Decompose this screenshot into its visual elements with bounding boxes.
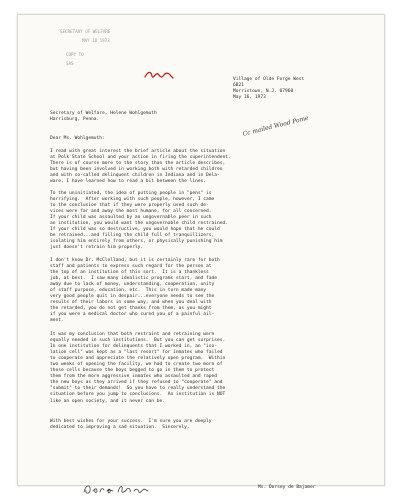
paragraph-line: to cooperate and appreciate the relatively open program. Within bbox=[50, 356, 226, 362]
address-line: Morristown, N.J. 07960 bbox=[233, 89, 294, 95]
paragraph-line: of staff purpose, education, etc. This in turn made many bbox=[50, 288, 207, 294]
paragraph-line: In one institution for delinquents that I worked in, an "iso- bbox=[50, 344, 217, 350]
paragraph-line: but having been involved in working both with retarded children bbox=[50, 167, 223, 173]
paragraph-line: ment. bbox=[50, 318, 64, 324]
handwritten-note: Cc mailed Wood Pome bbox=[242, 114, 310, 138]
paragraph-line: dedicated to improving a sad situation. Sincerely, bbox=[50, 425, 190, 431]
paragraph-line: I read with great interest the brief article about the situation bbox=[50, 149, 226, 154]
paragraph-4 bbox=[50, 332, 225, 405]
stamp-line-3: COPY TO bbox=[66, 52, 84, 57]
address-line: 6B21 bbox=[233, 83, 244, 89]
paragraph-line: the new boys as they arrived if they refused to "cooperate" and bbox=[50, 380, 223, 386]
paragraph-line: them from the more aggressive inmates who assaulted and raped bbox=[50, 374, 217, 380]
paragraph-line: these cells because the boys begged to go in them to protect bbox=[50, 368, 215, 374]
recipient-block bbox=[50, 111, 157, 123]
paragraph-line: results of their labors in some way, and when you deal with bbox=[50, 300, 212, 306]
paragraph-line: the top of an institution of this sort. It is a thankless bbox=[50, 270, 209, 276]
paragraph-line: and with so-called delinquent children in Indiana and in Dela- bbox=[50, 173, 220, 179]
paragraph-line: horrifying. After working with such people, however, I came bbox=[50, 197, 215, 203]
paragraph-line: job, at best. I saw many idealistic programs start, and fade bbox=[50, 276, 217, 282]
paragraph-line: very good people quit in despair...everyone needs to see the bbox=[50, 294, 215, 300]
paragraph-line: staff and patients to express such regard for the person at bbox=[50, 264, 212, 270]
paragraph-line: an institution, you would want the ungovernable child restrained. bbox=[50, 221, 228, 227]
salutation: Dear Ms. Wohlgemuth: bbox=[50, 136, 105, 141]
recipient-line: Harrisburg, Penna. bbox=[50, 117, 100, 123]
paragraph-line: situation before you jump to conclusions. An institution is NOT bbox=[50, 392, 226, 398]
paragraph-line: equally needed in such institutions. But you can get surprises. bbox=[50, 338, 226, 344]
paragraph-line: It was my conclusion that both restraint and retraining were bbox=[50, 332, 215, 337]
paragraph-line: just doesn't retrain him properly. bbox=[50, 245, 144, 251]
paragraph-line: To the uninitiated, the idea of putting people in "pens" is bbox=[50, 191, 212, 196]
typed-signature: Ms. Dorsey de Bajamer bbox=[258, 485, 316, 490]
paragraph-line: the retarded, you do not get thanks from them, as you might bbox=[50, 306, 212, 312]
paragraph-5 bbox=[50, 419, 212, 431]
paragraph-line: two weeks of opening the facility, we had to create two more of bbox=[50, 362, 223, 368]
sender-address bbox=[233, 77, 304, 101]
paragraph-line: to the conclusion that if they were properly used such de- bbox=[50, 203, 209, 209]
red-ink-scribble bbox=[143, 68, 175, 82]
paragraph-line: vices were far and away the most humane, for all concerned. bbox=[50, 209, 212, 215]
address-line: May 16, 1973 bbox=[233, 95, 266, 101]
paragraph-line: With best wishes for your success. I'm sure you are deeply bbox=[50, 419, 212, 424]
paragraph-line: like an open society, and it never can be. bbox=[50, 398, 165, 404]
received-stamp bbox=[60, 28, 146, 80]
letter-page bbox=[17, 14, 385, 490]
paragraph-line: isolating him entirely from others, or physically punishing him bbox=[50, 239, 223, 245]
stamp-line-4: SAS bbox=[66, 61, 74, 66]
handwritten-signature bbox=[82, 482, 154, 496]
paragraph-3 bbox=[50, 258, 220, 325]
paragraph-line: "submit" to their demands! So you have to really understand the bbox=[50, 386, 226, 392]
paragraph-line: at Polk State School and your action in firing the superintendent. bbox=[50, 155, 231, 161]
stamp-line-1: SECRETARY OF WELFARE bbox=[60, 29, 111, 34]
paragraph-line: There is of course more to the story than the article describes, bbox=[50, 161, 226, 167]
paragraph-line: if you were a medical doctor who cured you of a painful ail- bbox=[50, 312, 215, 318]
stamp-line-2: MAY 18 1973 bbox=[82, 38, 110, 43]
recipient-line: Secretary of Welfare, Helene Wohlgemuth bbox=[50, 111, 157, 116]
paragraph-line: ware, I have learned how to read a bit between the lines. bbox=[50, 179, 207, 185]
paragraph-line: I don't know Dr. McClelland, but it is certainly rare for both bbox=[50, 258, 220, 263]
paragraph-line: If your child was assaulted by an ungovernable peer in such bbox=[50, 215, 212, 221]
paragraph-2 bbox=[50, 191, 228, 251]
paragraph-line: lation cell" was kept as a "last resort" for inmates who failed bbox=[50, 350, 223, 356]
paragraph-line: If your child was so destructive, you would hope that he could bbox=[50, 227, 220, 233]
address-line: Village of Olde Forge West bbox=[233, 77, 305, 82]
paragraph-line: away due to lack of money, understanding, cooperation, unity bbox=[50, 282, 215, 288]
paragraph-line: be retrained...and filling the child full of tranquillizers, bbox=[50, 233, 215, 239]
paragraph-1 bbox=[50, 149, 231, 185]
